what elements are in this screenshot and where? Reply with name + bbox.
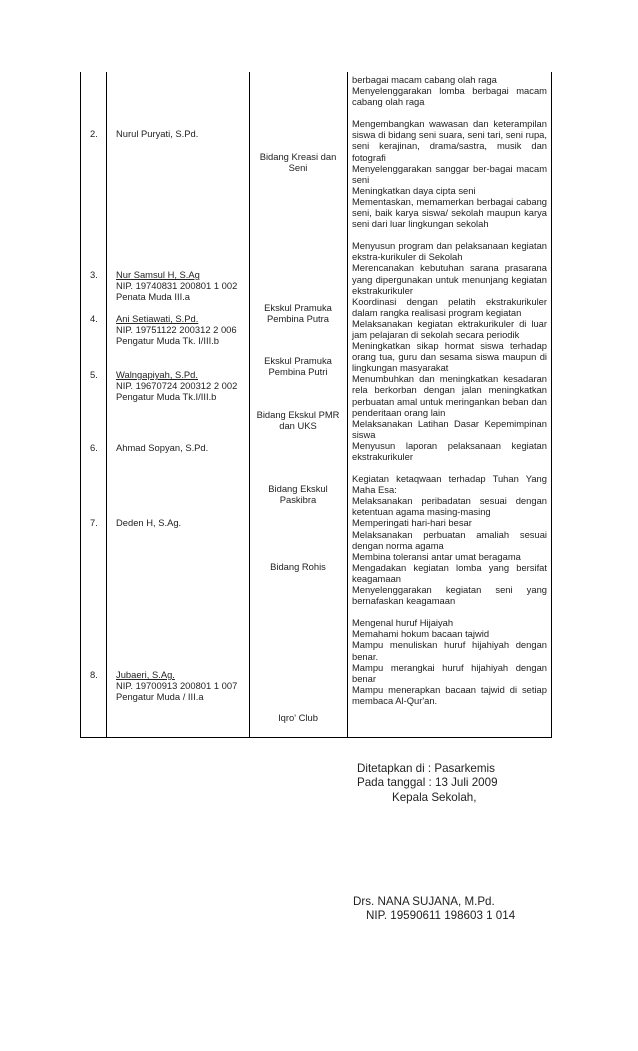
column-divider (347, 72, 348, 737)
signature-place: Ditetapkan di : Pasarkemis (357, 762, 495, 775)
description-item: Melaksanakan Latihan Dasar Kepemimpinan siswa (352, 417, 547, 440)
nip-line: NIP. 19670724 200312 2 002 (116, 380, 238, 392)
description-item: Mampu merangkai huruf hijahiyah dengan benar (352, 661, 547, 684)
description-item: Mengenal huruf Hijaiyah (352, 617, 454, 629)
description-item: Menyelenggarakan lomba berbagai macam cabang olah raga (352, 85, 547, 108)
name-line: Ani Setiawati, S.Pd. (116, 313, 199, 324)
nip-line: NIP. 19700913 200801 1 007 (116, 680, 238, 692)
row-number: 3. (90, 269, 98, 280)
description-item: Menyusun laporan pelaksanaan kegiatan ekstrakurikuler (352, 439, 547, 462)
field-label: Iqro' Club (278, 712, 318, 723)
person-name (116, 669, 237, 702)
field-label: Bidang Ekskul PMR dan UKS (256, 409, 340, 432)
person-name (116, 128, 198, 139)
description-item: Mampu menuliskan huruf hijahiyah dengan benar. (352, 639, 547, 662)
person-name (116, 517, 181, 528)
column-divider (106, 72, 107, 737)
name-line: Deden H, S.Ag. (116, 517, 182, 528)
person-name (116, 269, 237, 302)
description-item: Memahami hokum bacaan tajwid (352, 628, 490, 640)
person-name (116, 442, 208, 453)
person-name (116, 369, 237, 402)
rank-line: Penata Muda III.a (116, 291, 191, 303)
signature-date: Pada tanggal : 13 Juli 2009 (357, 776, 498, 789)
description-item: Melaksanakan perbuatan amaliah sesuai dengan norma agama (352, 528, 547, 551)
description-item: Merencanakan kebutuhan sarana prasarana yang dipergunakan untuk menunjang kegiatan ekstrakurikuler (352, 262, 547, 296)
description-item: Mementaskan, memamerkan berbagai cabang seni, baik karya siswa/ sekolah maupun karya seni dari luar lingkungan sekolah (352, 195, 547, 230)
description-item: Mampu menerapkan bacaan tajwid di setiap membaca Al-Qur'an. (352, 683, 547, 706)
name-line: Jubaeri, S.Ag. (116, 669, 175, 680)
description-item: Memperingati hari-hari besar (352, 517, 472, 529)
nip-line: NIP. 19740831 200801 1 002 (116, 280, 238, 292)
description-item: Melaksanakan kegiatan ektrakurikuler di luar jam pelajaran di sekolah secara periodik (352, 317, 547, 340)
description-item: Mengadakan kegiatan lomba yang bersifat keagamaan (352, 561, 547, 584)
rank-line: Pengatur Muda Tk. I/III.b (116, 335, 220, 347)
field-label: Bidang Kreasi dan Seni (259, 151, 337, 174)
field-label: Ekskul Pramuka Pembina Putri (264, 355, 332, 378)
field-label: Bidang Ekskul Paskibra (268, 483, 328, 506)
field-label: Ekskul Pramuka Pembina Putra (264, 302, 332, 325)
signatory-nip: NIP. 19590611 198603 1 014 (366, 909, 516, 922)
row-number: 4. (90, 313, 98, 324)
description-item: Mengembangkan wawasan dan keterampilan siswa di bidang seni suara, seni tari, seni rupa, seni kerajinan, drama/sastra, musik dan fotografi (352, 118, 547, 163)
description-item: Meningkatkan sikap hormat siswa terhadap orang tua, guru dan sesama siswa maupun di lingkungan masyarakat (352, 340, 547, 374)
name-line: Ahmad Sopyan, S.Pd. (116, 442, 209, 453)
description-item: Melaksanakan peribadatan sesuai dengan ketentuan agama masing-masing (352, 495, 547, 518)
assignment-table (80, 72, 552, 738)
field-label: Bidang Rohis (270, 561, 326, 572)
row-number: 5. (90, 369, 98, 380)
description-item: Menumbuhkan dan meningkatkan kesadaran rela berkorban dengan jalan meningkatkan perbuatan amal untuk meringankan beban dan penderitaan orang lain (352, 373, 547, 418)
description-item: berbagai macam cabang olah raga (352, 74, 497, 85)
rank-line: Pengatur Muda Tk.I/III.b (116, 391, 217, 403)
name-line: Walngapiyah, S.Pd. (116, 369, 198, 380)
row-number: 2. (90, 128, 98, 139)
signature-role: Kepala Sekolah, (392, 791, 477, 804)
row-number: 6. (90, 442, 98, 453)
description-item: Kegiatan ketaqwaan terhadap Tuhan Yang Maha Esa: (352, 473, 547, 496)
name-line: Nur Samsul H, S.Ag (116, 269, 200, 280)
nip-line: NIP. 19751122 200312 2 006 (116, 324, 237, 336)
description-item: Menyusun program dan pelaksanaan kegiatan ekstra-kurikuler di Sekolah (352, 240, 547, 263)
description-item: Meningkatkan daya cipta seni (352, 184, 476, 196)
rank-line: Pengatur Muda / III.a (116, 691, 204, 703)
name-line: Nurul Puryati, S.Pd. (116, 128, 199, 139)
row-number: 7. (90, 517, 98, 528)
description-block (352, 74, 547, 706)
description-item: Koordinasi dengan pelatih ekstrakurikuler dalam rangka realisasi program kegiatan (352, 295, 547, 318)
description-item: Menyelenggarakan sanggar ber-bagai macam seni (352, 162, 547, 185)
signatory-name: Drs. NANA SUJANA, M.Pd. (353, 895, 495, 908)
row-number: 8. (90, 669, 98, 680)
description-item: Membina toleransi antar umat beragama (352, 550, 521, 562)
person-name (116, 313, 237, 346)
description-item: Menyelenggarakan kegiatan seni yang bernafaskan keagamaan (352, 584, 547, 607)
